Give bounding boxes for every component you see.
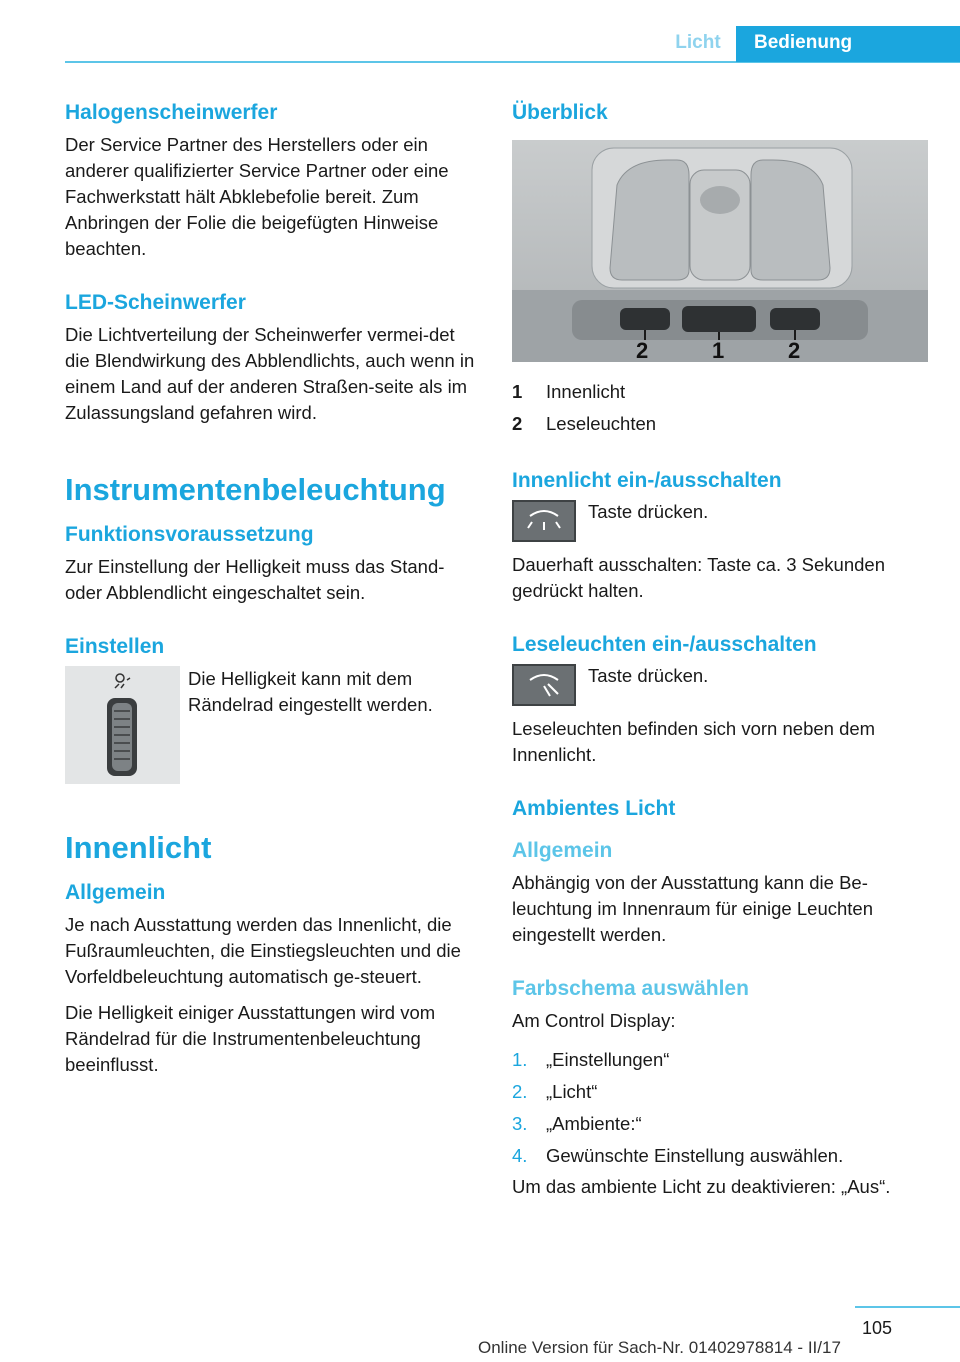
left-column xyxy=(65,100,480,1088)
chapter-tab[interactable]: Bedienung xyxy=(736,26,960,62)
list-item: 1. „Einstellungen“ xyxy=(512,1049,670,1070)
heading-innen-switch: Innenlicht ein-/ausschalten xyxy=(512,469,782,492)
reading-light-button-image xyxy=(512,664,576,706)
footer-text: Online Version für Sach-Nr. 01402978814 - II/17 xyxy=(478,1338,841,1357)
list-item: 4. Gewünschte Einstellung auswählen. xyxy=(512,1145,844,1166)
overhead-console-image xyxy=(512,140,928,362)
legend-item: 1 Innenlicht xyxy=(512,381,626,402)
heading-lese-switch: Leseleuchten ein-/ausschalten xyxy=(512,633,817,656)
label-2-left: 2 xyxy=(636,338,649,362)
heading-halogen: Halogenscheinwerfer xyxy=(65,101,278,124)
heading-allgemein: Allgemein xyxy=(65,881,166,904)
text-farbschema-intro: Am Control Display: xyxy=(512,1010,676,1031)
heading-funktion: Funktionsvoraussetzung xyxy=(65,523,314,546)
thumbwheel-image xyxy=(65,666,180,784)
footer-rule xyxy=(855,1306,960,1308)
lese-switch-block xyxy=(512,664,932,706)
heading-instrument: Instrumentenbeleuchtung xyxy=(65,472,446,507)
legend-item: 2 Leseleuchten xyxy=(512,413,657,434)
thumbwheel-icon xyxy=(65,666,180,784)
heading-led: LED-Scheinwerfer xyxy=(65,291,246,314)
text-amb-allgemein: Abhängig von der Ausstattung kann die Be-leuchtung im Innenraum für einige Leuchten eingestellt werden. xyxy=(512,872,873,945)
text-lese-btn: Taste drücken. xyxy=(588,665,709,686)
heading-innenlicht: Innenlicht xyxy=(65,830,212,865)
heading-farbschema: Farbschema auswählen xyxy=(512,977,749,1000)
list-item: 2. „Licht“ xyxy=(512,1081,598,1102)
heading-overview: Überblick xyxy=(512,101,608,124)
page-number: 105 xyxy=(862,1318,893,1338)
interior-light-button-image xyxy=(512,500,576,542)
list-item: 3. „Ambiente:“ xyxy=(512,1113,642,1134)
text-lese-switch: Leseleuchten befinden sich vorn neben dem Innenlicht. xyxy=(512,718,876,765)
text-farbschema-outro: Um das ambiente Licht zu deaktivieren: „Aus“. xyxy=(512,1176,891,1197)
text-allgemein-2: Die Helligkeit einiger Ausstattungen wird vom Rändelrad für die Instrumentenbeleuchtung beeinflusst. xyxy=(65,1002,436,1075)
text-innen-switch: Dauerhaft ausschalten: Taste ca. 3 Sekunden gedrückt halten. xyxy=(512,554,885,601)
text-funktion: Zur Einstellung der Helligkeit muss das Stand-oder Abblendlicht eingeschaltet sein. xyxy=(65,556,445,603)
heading-amb-allgemein: Allgemein xyxy=(512,839,613,862)
text-led: Die Lichtverteilung der Scheinwerfer vermei-det die Blendwirkung des Abblendlichts, auch wenn in einem Land auf der anderen Straßen-seite als im Zulassungsland gefahren wird. xyxy=(65,324,475,423)
text-innen-btn: Taste drücken. xyxy=(588,501,709,522)
text-einstellen: Die Helligkeit kann mit dem Rändelrad eingestellt werden. xyxy=(188,668,433,715)
label-2-right: 2 xyxy=(788,338,801,362)
label-1: 1 xyxy=(712,338,725,362)
reading-light-icon xyxy=(514,666,574,704)
interior-light-icon xyxy=(514,502,574,540)
right-column xyxy=(512,100,932,1210)
innen-switch-block xyxy=(512,500,932,542)
page-header xyxy=(0,0,960,64)
einstellen-block xyxy=(65,666,480,784)
section-tab[interactable]: Licht xyxy=(675,32,721,53)
heading-ambient: Ambientes Licht xyxy=(512,797,676,820)
heading-einstellen: Einstellen xyxy=(65,635,165,658)
text-halogen: Der Service Partner des Herstellers oder ein anderer qualifizierter Service Partner oder eine Fachwerkstatt hält Abklebefolie bereit. Zum Anbringen der Folie die beigefügten Hinweise beachten. xyxy=(65,134,449,259)
overhead-console-illustration xyxy=(512,140,928,362)
text-allgemein-1: Je nach Ausstattung werden das Innenlicht, die Fußraumleuchten, die Einstiegsleuchten und die Vorfeldbeleuchtung automatisch ge-steuert. xyxy=(65,914,461,987)
